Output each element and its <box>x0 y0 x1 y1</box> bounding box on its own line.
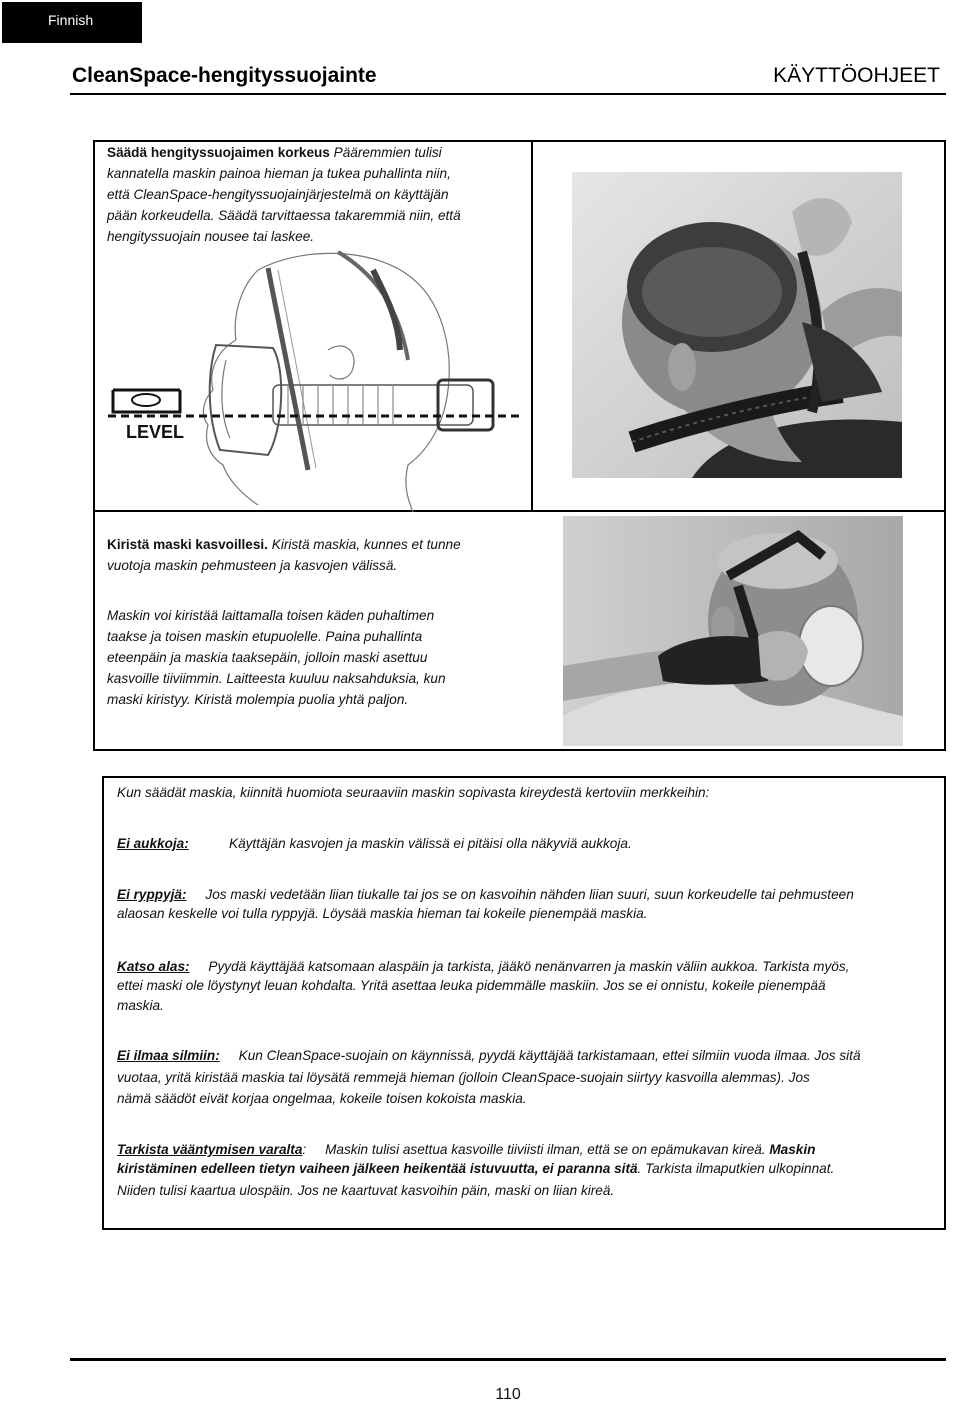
language-tab: Finnish <box>2 2 142 43</box>
step1-text <box>107 142 442 163</box>
checklist-text-distortion-1: Maskin tulisi asettua kasvoille tiiviisti ilman, että se on epämukavan kireä. <box>325 1142 766 1157</box>
checklist-text-no-air-eyes-2: vuotaa, yritä kiristää maskia tai löysätä remmejä hieman (jolloin CleanSpace-suojain siirtyy kasvoilla alemmas). Jos <box>117 1070 810 1085</box>
step1-line4: pään korkeudella. Säädä tarvittaessa takaremmiä niin, että <box>107 208 461 223</box>
checklist-intro: Kun säädät maskia, kiinnitä huomiota seuraaviin maskin sopivasta kireydestä kertoviin merkkeihin: <box>117 785 710 800</box>
checklist-item-distortion <box>117 1139 815 1160</box>
checklist-text-look-down-3: maskia. <box>117 998 164 1013</box>
checklist-item-look-down <box>117 956 849 977</box>
checklist-text-look-down-1: Pyydä käyttäjää katsomaan alaspäin ja tarkista, jääkö nenänvarren ja maskin väliin aukkoa. Tarkista myös, <box>208 959 850 974</box>
checklist-bold-distortion-1: Maskin <box>769 1142 816 1157</box>
step2-line1: Kiristä maskia, kunnes et tunne <box>271 537 461 552</box>
step2-para-line5: maski kiristyy. Kiristä molempia puolia yhtä paljon. <box>107 692 409 707</box>
checklist-label-distortion: Tarkista vääntymisen varalta <box>117 1142 303 1157</box>
step2-para-line3: eteenpäin ja maskia taaksepäin, jolloin maski asettuu <box>107 650 428 665</box>
header-rule <box>70 93 946 95</box>
checklist-label-no-gaps: Ei aukkoja: <box>117 836 189 851</box>
step2-line2: vuotoja maskin pehmusteen ja kasvojen välissä. <box>107 558 398 573</box>
step2-para-line1: Maskin voi kiristää laittamalla toisen käden puhaltimen <box>107 608 435 623</box>
checklist-label-look-down: Katso alas: <box>117 959 190 974</box>
checklist-colon-distortion: : <box>302 1142 307 1157</box>
checklist-label-no-air-eyes: Ei ilmaa silmiin: <box>117 1048 220 1063</box>
checklist-text-no-wrinkles-1: Jos maski vedetään liian tiukalle tai jos se on kasvoihin nähden liian suuri, suun korkeudelle tai pehmusteen <box>205 887 854 902</box>
checklist-label-no-wrinkles: Ei ryppyjä: <box>117 887 187 902</box>
checklist-item-no-wrinkles <box>117 884 854 905</box>
photo-adjust-strap <box>572 172 902 478</box>
level-label: LEVEL <box>126 422 185 442</box>
document-title: CleanSpace-hengityssuojainte <box>72 64 377 87</box>
checklist-text-distortion-3: Niiden tulisi kaartua ulospäin. Jos ne kaartuvat kasvoihin päin, maski on liian kireä. <box>117 1183 615 1198</box>
step2-lead: Kiristä maski kasvoillesi. <box>107 537 268 552</box>
photo-tighten-mask <box>563 516 903 746</box>
checklist-item-no-gaps <box>117 833 189 854</box>
checklist-item-no-air-eyes <box>117 1045 861 1066</box>
step2-para-line4: kasvoille tiiviimmin. Laitteesta kuuluu naksahduksia, kun <box>107 671 446 686</box>
checklist-text-look-down-2: ettei maski ole löystynyt leuan kohdalta. Yritä asettaa leuka pidemmälle maskiin. Jos se ei onnistu, kokeile pienempää <box>117 978 826 993</box>
checklist-text-no-air-eyes-1: Kun CleanSpace-suojain on käynnissä, pyydä käyttäjää tarkistamaan, ettei silmiin vuoda ilmaa. Jos sitä <box>238 1048 861 1063</box>
section-title: KÄYTTÖOHJEET <box>773 64 940 87</box>
table-column-divider <box>531 142 533 512</box>
head-level-diagram <box>108 240 520 512</box>
step1-line1: Pääremmien tulisi <box>333 145 442 160</box>
footer-rule <box>70 1358 946 1361</box>
step1-line5: hengityssuojain nousee tai laskee. <box>107 229 315 244</box>
step1-line3: että CleanSpace-hengityssuojainjärjestelmä on käyttäjän <box>107 187 449 202</box>
checklist-text-no-wrinkles-2: alaosan keskelle voi tulla ryppyjä. Löysää maskia hieman tai kokeile pienempää maskia. <box>117 906 648 921</box>
checklist-text-no-air-eyes-3: nämä säädöt eivät korjaa ongelmaa, kokeile toisen kokoista maskia. <box>117 1091 527 1106</box>
checklist-bold-distortion-2: kiristäminen edelleen tietyn vaiheen jälkeen heikentää istuvuutta, ei paranna sitä <box>117 1161 638 1176</box>
checklist-text-no-gaps: Käyttäjän kasvojen ja maskin välissä ei pitäisi olla näkyviä aukkoja. <box>229 836 632 851</box>
step2-para-line2: taakse ja toisen maskin etupuolelle. Paina puhallinta <box>107 629 423 644</box>
step1-line2: kannatella maskin painoa hieman ja tukea puhallinta niin, <box>107 166 451 181</box>
page-number: 110 <box>495 1386 521 1403</box>
checklist-line-distortion-2 <box>117 1158 834 1179</box>
checklist-text-distortion-2: . Tarkista ilmaputkien ulkopinnat. <box>637 1161 835 1176</box>
step2-text <box>107 534 461 555</box>
step1-lead: Säädä hengityssuojaimen korkeus <box>107 145 330 160</box>
